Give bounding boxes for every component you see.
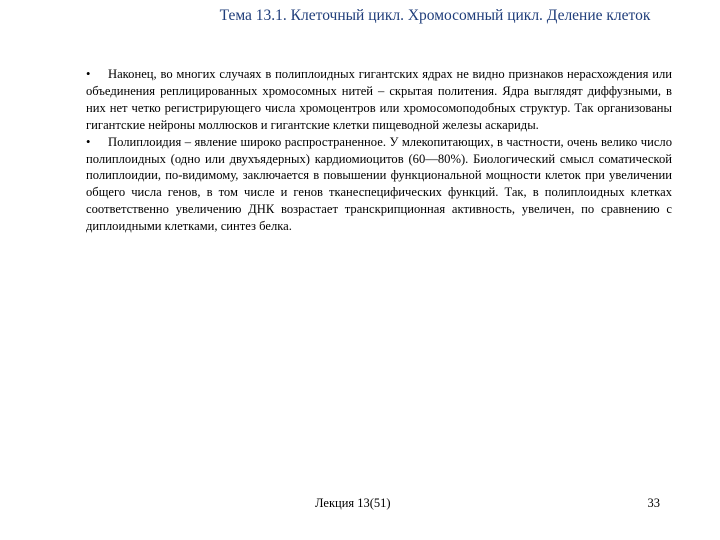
slide-body [86, 66, 672, 235]
paragraph-text: Полиплоидия – явление широко распространенное. У млекопитающих, в частности, очень велико число полиплоидных (одно или двухъядерных) кардиомиоцитов (60—80%). Биологический смысл соматической полиплоидии, по-видимому, заключается в повышении функциональной мощности клеток при увеличении общего числа генов, в том числе и генов тканеспецифических функций. Так, в полиплоидных клетках соответственно увеличению ДНК возрастает транскрипционная активность, увеличен, по сравнению с диплоидными клетками, синтез белка. [86, 134, 672, 234]
bullet-icon: • [86, 67, 91, 81]
slide-title: Тема 13.1. Клеточный цикл. Хромосомный цикл. Деление клеток [219, 7, 651, 24]
paragraph-text: Наконец, во многих случаях в полиплоидных гигантских ядрах не видно признаков нерасхождения или объединения реплицированных хромосомных нитей – скрытая политения. Ядра выглядят диффузными, в них нет четко регистрирующего числа хромоцентров или хромосомоподобных структур. Так организованы гигантские нейроны моллюсков и гигантские клетки пищеводной железы аскариды. [86, 67, 672, 132]
bullet-paragraph-2 [86, 134, 672, 235]
footer-lecture: Лекция 13(51) [315, 496, 391, 510]
bullet-icon: • [86, 134, 91, 149]
footer-page-number: 33 [647, 496, 660, 510]
bullet-paragraph-1 [86, 66, 672, 134]
